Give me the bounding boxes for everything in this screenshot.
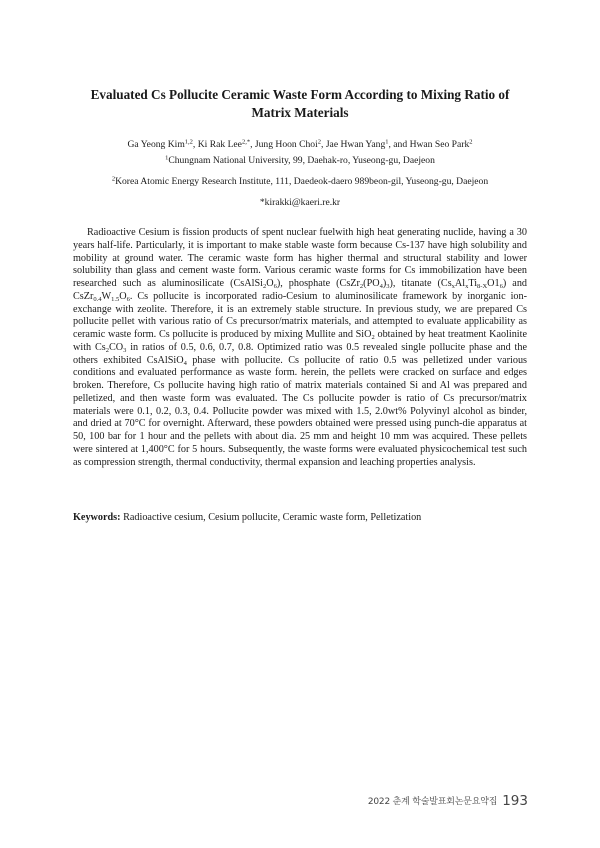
abstract-text: CO: [108, 341, 124, 353]
page-number: 193: [502, 793, 528, 809]
abstract-paragraph: [73, 227, 527, 469]
affiliation-2: [40, 175, 560, 188]
abstract-text: ) and CsZr: [73, 278, 528, 302]
subscript: 2: [371, 334, 375, 341]
author-affiliation-mark: 2,*: [241, 138, 251, 146]
affiliation-text: Korea Atomic Energy Research Institute, 111, Daedeok-daero 989beon-gil, Yuseong-gu, Daejeon: [115, 176, 489, 187]
keywords: [73, 511, 527, 524]
author-name: Ga Yeong Kim: [127, 139, 185, 150]
author-affiliation-mark: 2: [469, 138, 473, 146]
abstract-text: ), titanate (Cs: [389, 278, 452, 289]
subscript: 2: [105, 346, 109, 354]
author-affiliation-mark: 1,2: [184, 138, 193, 146]
paper-title: Evaluated Cs Pollucite Ceramic Waste Form According to Mixing Ratio of Matrix Materials: [90, 87, 510, 120]
subscript: 6: [499, 283, 503, 290]
abstract-text: Al: [454, 278, 466, 289]
abstract-text: (PO: [363, 278, 380, 289]
author-separator: ,: [250, 139, 255, 150]
author-name: Jae Hwan Yang: [325, 139, 386, 150]
abstract-text: W: [101, 290, 112, 302]
subscript: 3: [386, 283, 390, 290]
affiliation-1: [40, 154, 560, 167]
author-separator: ,: [321, 139, 326, 150]
author-separator: , and: [388, 139, 410, 150]
subscript: 2: [359, 283, 364, 290]
proceedings-title: 2022 춘계 학술발표회논문요약집: [367, 797, 498, 807]
keywords-label: Keywords:: [73, 512, 121, 523]
author-list: [40, 138, 560, 151]
abstract-text: O1: [487, 278, 500, 289]
author-name: Jung Hoon Choi: [254, 139, 318, 150]
author-name: Ki Rak Lee: [197, 139, 242, 150]
abstract-text: Radioactive Cesium is fission products of spent nuclear fuelwith high heat generating nuclide, having a 30 years half-life. Particularly, it is important to make stable waste form because Cs-137 have high solubility and mobility at ground water. The ceramic waste form has higher thermal and structural stability and lower solubility than glass and cement waste form. Various ceramic waste forms for Cs immobilization have been researched such as aluminosilicate (CsAlSi: [73, 227, 527, 289]
subscript: 4: [183, 359, 187, 367]
keywords-text: Radioactive cesium, Cesium pollucite, Ceramic waste form, Pelletization: [120, 512, 422, 523]
abstract-text: Ti: [468, 278, 478, 289]
subscript: 0.4: [93, 295, 102, 303]
author-separator: ,: [192, 139, 198, 150]
subscript: x: [465, 283, 469, 290]
subscript: 3: [123, 346, 127, 354]
abstract-text: ), phosphate (CsZr: [276, 278, 360, 289]
subscript: 6: [273, 283, 277, 290]
abstract-text: ): [382, 278, 387, 289]
subscript: 2: [262, 283, 267, 290]
abstract-text: O: [266, 278, 274, 289]
corresponding-email: *kirakki@kaeri.re.kr: [259, 197, 341, 208]
author-affiliation-mark: 1: [385, 138, 389, 146]
author-name: Hwan Seo Park: [409, 139, 470, 150]
subscript: 6: [126, 295, 130, 303]
subscript: 1.5: [111, 295, 120, 303]
author-affiliation-mark: 2: [317, 138, 322, 146]
affiliation-mark: 1: [165, 154, 169, 162]
subscript: x: [451, 283, 455, 290]
page-footer: [368, 789, 528, 809]
affiliation-text: Chungnam National University, 99, Daehak-ro, Yuseong-gu, Daejeon: [168, 155, 435, 166]
abstract-text: phase with pollucite. Cs pollucite of ratio 0.5 was pelletized under various conditions and evaluated performance as waste form. herein, the pellets were cracked on surface and edges broken. Therefore, Cs pollucite having high ratio of matrix materials contained Si and Al was prepared and pelletized, and then waste form was evaluated. The Cs pollucite powder is ratio of Cs precursor/matrix materials were 0.1, 0.2, 0.3, 0.4. Pollucite powder was mixed with 1.5, 2.0wt% Polyvinyl alcohol as binder, and dried at 70°C for overnight. Afterward, these powders obtained were pressed using punch-die apparatus at 50, 100 bar for 1 hour and the pellets with about dia. 25 mm and height 10 mm was acquired. These pellets were sintered at 1,400°C for 5 hours. Subsequently, the waste forms were evaluated physicochemical test such as compression strength, thermal conductivity, thermal expansion and leaching properties analysis.: [73, 354, 528, 468]
subscript: 4: [379, 283, 383, 290]
abstract-text: in ratios of 0.5, 0.6, 0.7, 0.8. Optimized ratio was 0.5 revealed single pollucite phase and the others exhibited CsAlSiO: [73, 341, 527, 366]
abstract-text: O: [119, 290, 127, 302]
abstract-text: obtained by heat treatment Kaolinite with Cs: [73, 329, 527, 353]
subscript: 8-X: [477, 283, 488, 290]
abstract-text: . Cs pollucite is incorporated radio-Cesium to aluminosilicate framework by inorganic ion-exchange with zeolite. Therefore, it is an extremely stable structure. In previous study, we are prepared Cs pollucite pellet with various ratio of Cs precursor/matrix materials, and attempted to evaluate applicability as ceramic waste form. Cs pollucite is produced by mixing Mullite and SiO: [73, 290, 527, 340]
affiliation-mark: 2: [111, 175, 116, 183]
